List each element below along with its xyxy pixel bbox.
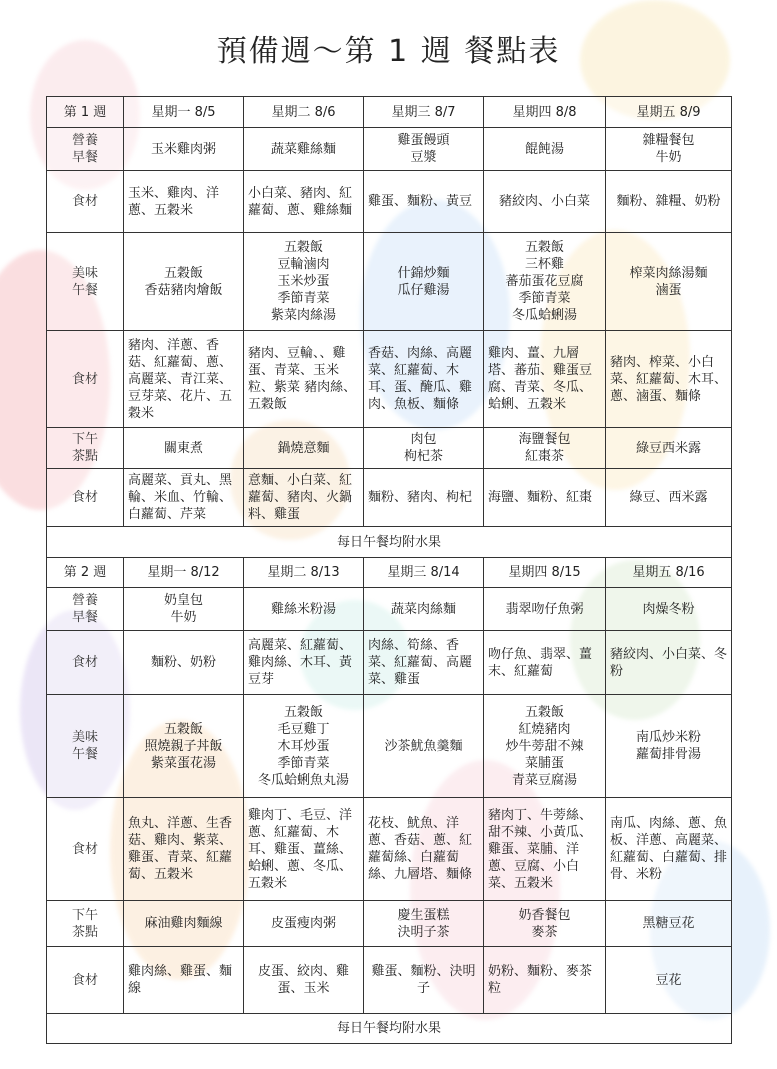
day-header: 星期四 8/15 — [484, 558, 606, 588]
menu-cell: 南瓜炒米粉 蘿蔔排骨湯 — [606, 695, 732, 798]
menu-cell: 海鹽餐包 紅棗茶 — [484, 428, 606, 469]
fruit-note: 每日午餐均附水果 — [47, 527, 732, 558]
ingredients-cell: 豬肉丁、牛蒡絲、甜不辣、小黃瓜、雞蛋、菜脯、洋蔥、豆腐、小白菜、五穀米 — [484, 798, 606, 901]
breakfast-row — [47, 588, 732, 631]
menu-cell: 肉燥冬粉 — [606, 588, 732, 631]
menu-cell: 什錦炒麵 瓜仔雞湯 — [364, 233, 484, 331]
menu-cell: 肉包 枸杞茶 — [364, 428, 484, 469]
menu-cell: 關東煮 — [124, 428, 244, 469]
menu-cell: 雞蛋饅頭 豆漿 — [364, 128, 484, 171]
ingredients-cell: 雞蛋、麵粉、決明子 — [364, 947, 484, 1014]
menu-cell: 榨菜肉絲湯麵 滷蛋 — [606, 233, 732, 331]
ingredients-cell: 豆花 — [606, 947, 732, 1014]
row-label: 下午 茶點 — [47, 428, 124, 469]
day-header: 星期一 8/12 — [124, 558, 244, 588]
page-title: 預備週～第 1 週 餐點表 — [216, 34, 561, 69]
ingredients-cell: 香菇、肉絲、高麗菜、紅蘿蔔、木耳、蛋、醃瓜、雞肉、魚板、麵條 — [364, 331, 484, 428]
ingredients-cell: 豬肉、豆輪、、雞蛋、青菜、玉米粒、紫菜 豬肉絲、五穀飯 — [244, 331, 364, 428]
row-label: 食材 — [47, 469, 124, 527]
menu-cell: 五穀飯 香菇豬肉燴飯 — [124, 233, 244, 331]
menu-cell: 黑糖豆花 — [606, 901, 732, 947]
ingredients-cell: 高麗菜、貢丸、黑輪、米血、竹輪、白蘿蔔、芹菜 — [124, 469, 244, 527]
day-header: 星期一 8/5 — [124, 97, 244, 128]
row-label: 食材 — [47, 798, 124, 901]
week-2-header-row — [47, 558, 732, 588]
ingredients-row — [47, 331, 732, 428]
row-label: 食材 — [47, 331, 124, 428]
row-label: 下午 茶點 — [47, 901, 124, 947]
menu-cell: 五穀飯 三杯雞 蕃茄蛋花豆腐 季節青菜 冬瓜蛤蜊湯 — [484, 233, 606, 331]
ingredients-cell: 麵粉、奶粉 — [124, 631, 244, 695]
menu-cell: 翡翠吻仔魚粥 — [484, 588, 606, 631]
day-header: 星期四 8/8 — [484, 97, 606, 128]
day-header: 星期二 8/6 — [244, 97, 364, 128]
row-label: 美味 午餐 — [47, 695, 124, 798]
ingredients-cell: 魚丸、洋蔥、生香菇、雞肉、紫菜、雞蛋、青菜、紅蘿蔔、五穀米 — [124, 798, 244, 901]
row-label: 食材 — [47, 171, 124, 233]
ingredients-cell: 皮蛋、絞肉、雞蛋、玉米 — [244, 947, 364, 1014]
ingredients-cell: 豬肉、洋蔥、香菇、紅蘿蔔、蔥、高麗菜、青江菜、豆芽菜、花片、五穀米 — [124, 331, 244, 428]
ingredients-cell: 雞肉絲、雞蛋、麵線 — [124, 947, 244, 1014]
week-1-header-row — [47, 97, 732, 128]
menu-cell: 蔬菜肉絲麵 — [364, 588, 484, 631]
lunch-row — [47, 233, 732, 331]
snack-row — [47, 901, 732, 947]
day-header: 星期三 8/14 — [364, 558, 484, 588]
ingredients-cell: 麵粉、雜糧、奶粉 — [606, 171, 732, 233]
ingredients-cell: 奶粉、麵粉、麥茶粒 — [484, 947, 606, 1014]
snack-row — [47, 428, 732, 469]
day-header: 星期五 8/9 — [606, 97, 732, 128]
ingredients-cell: 雞蛋、麵粉、黃豆 — [364, 171, 484, 233]
ingredients-row — [47, 798, 732, 901]
note-row — [47, 527, 732, 558]
ingredients-cell: 麵粉、豬肉、枸杞 — [364, 469, 484, 527]
menu-cell: 五穀飯 照燒親子丼飯 紫菜蛋花湯 — [124, 695, 244, 798]
menu-cell: 慶生蛋糕 決明子茶 — [364, 901, 484, 947]
menu-cell: 雜糧餐包 牛奶 — [606, 128, 732, 171]
day-header: 星期三 8/7 — [364, 97, 484, 128]
ingredients-row — [47, 947, 732, 1014]
ingredients-row — [47, 469, 732, 527]
menu-cell: 五穀飯 豆輪滷肉 玉米炒蛋 季節青菜 紫菜肉絲湯 — [244, 233, 364, 331]
menu-cell: 奶香餐包 麥茶 — [484, 901, 606, 947]
day-header: 星期二 8/13 — [244, 558, 364, 588]
menu-cell: 玉米雞肉粥 — [124, 128, 244, 171]
ingredients-cell: 雞肉、薑、九層塔、蕃茄、雞蛋豆腐、青菜、冬瓜、蛤蜊、五穀米 — [484, 331, 606, 428]
note-row — [47, 1014, 732, 1044]
menu-cell: 綠豆西米露 — [606, 428, 732, 469]
row-label: 營養 早餐 — [47, 128, 124, 171]
breakfast-row — [47, 128, 732, 171]
lunch-row — [47, 695, 732, 798]
ingredients-cell: 綠豆、西米露 — [606, 469, 732, 527]
week-label: 第 1 週 — [47, 97, 124, 128]
meal-schedule-table — [46, 96, 732, 1044]
menu-cell: 五穀飯 紅燒豬肉 炒牛蒡甜不辣 菜脯蛋 青菜豆腐湯 — [484, 695, 606, 798]
ingredients-cell: 小白菜、豬肉、紅蘿蔔、蔥、雞絲麵 — [244, 171, 364, 233]
menu-cell: 蔬菜雞絲麵 — [244, 128, 364, 171]
ingredients-cell: 海鹽、麵粉、紅棗 — [484, 469, 606, 527]
ingredients-cell: 南瓜、肉絲、蔥、魚板、洋蔥、高麗菜、紅蘿蔔、白蘿蔔、排骨、米粉 — [606, 798, 732, 901]
menu-cell: 雞絲米粉湯 — [244, 588, 364, 631]
ingredients-cell: 玉米、雞肉、洋蔥、五穀米 — [124, 171, 244, 233]
menu-cell: 沙茶魷魚羹麵 — [364, 695, 484, 798]
menu-cell: 麻油雞肉麵線 — [124, 901, 244, 947]
ingredients-row — [47, 631, 732, 695]
ingredients-cell: 雞肉丁、毛豆、洋蔥、紅蘿蔔、木耳、雞蛋、薑絲、蛤蜊、蔥、冬瓜、五穀米 — [244, 798, 364, 901]
ingredients-cell: 高麗菜、紅蘿蔔、雞肉絲、木耳、黃豆芽 — [244, 631, 364, 695]
ingredients-cell: 豬絞肉、小白菜 — [484, 171, 606, 233]
week-label: 第 2 週 — [47, 558, 124, 588]
fruit-note: 每日午餐均附水果 — [47, 1014, 732, 1044]
row-label: 食材 — [47, 947, 124, 1014]
ingredients-cell: 豬肉、榨菜、小白菜、紅蘿蔔、木耳、蔥、滷蛋、麵條 — [606, 331, 732, 428]
ingredients-row — [47, 171, 732, 233]
ingredients-cell: 意麵、小白菜、紅蘿蔔、豬肉、火鍋料、雞蛋 — [244, 469, 364, 527]
row-label: 美味 午餐 — [47, 233, 124, 331]
row-label: 食材 — [47, 631, 124, 695]
ingredients-cell: 花枝、魷魚、洋蔥、香菇、蔥、紅蘿蔔絲、白蘿蔔絲、九層塔、麵條 — [364, 798, 484, 901]
menu-cell: 餛飩湯 — [484, 128, 606, 171]
menu-cell: 奶皇包 牛奶 — [124, 588, 244, 631]
ingredients-cell: 豬絞肉、小白菜、冬粉 — [606, 631, 732, 695]
menu-cell: 五穀飯 毛豆雞丁 木耳炒蛋 季節青菜 冬瓜蛤蜊魚丸湯 — [244, 695, 364, 798]
row-label: 營養 早餐 — [47, 588, 124, 631]
ingredients-cell: 肉絲、筍絲、香菜、紅蘿蔔、高麗菜、雞蛋 — [364, 631, 484, 695]
ingredients-cell: 吻仔魚、翡翠、薑末、紅蘿蔔 — [484, 631, 606, 695]
menu-cell: 皮蛋瘦肉粥 — [244, 901, 364, 947]
menu-cell: 鍋燒意麵 — [244, 428, 364, 469]
day-header: 星期五 8/16 — [606, 558, 732, 588]
